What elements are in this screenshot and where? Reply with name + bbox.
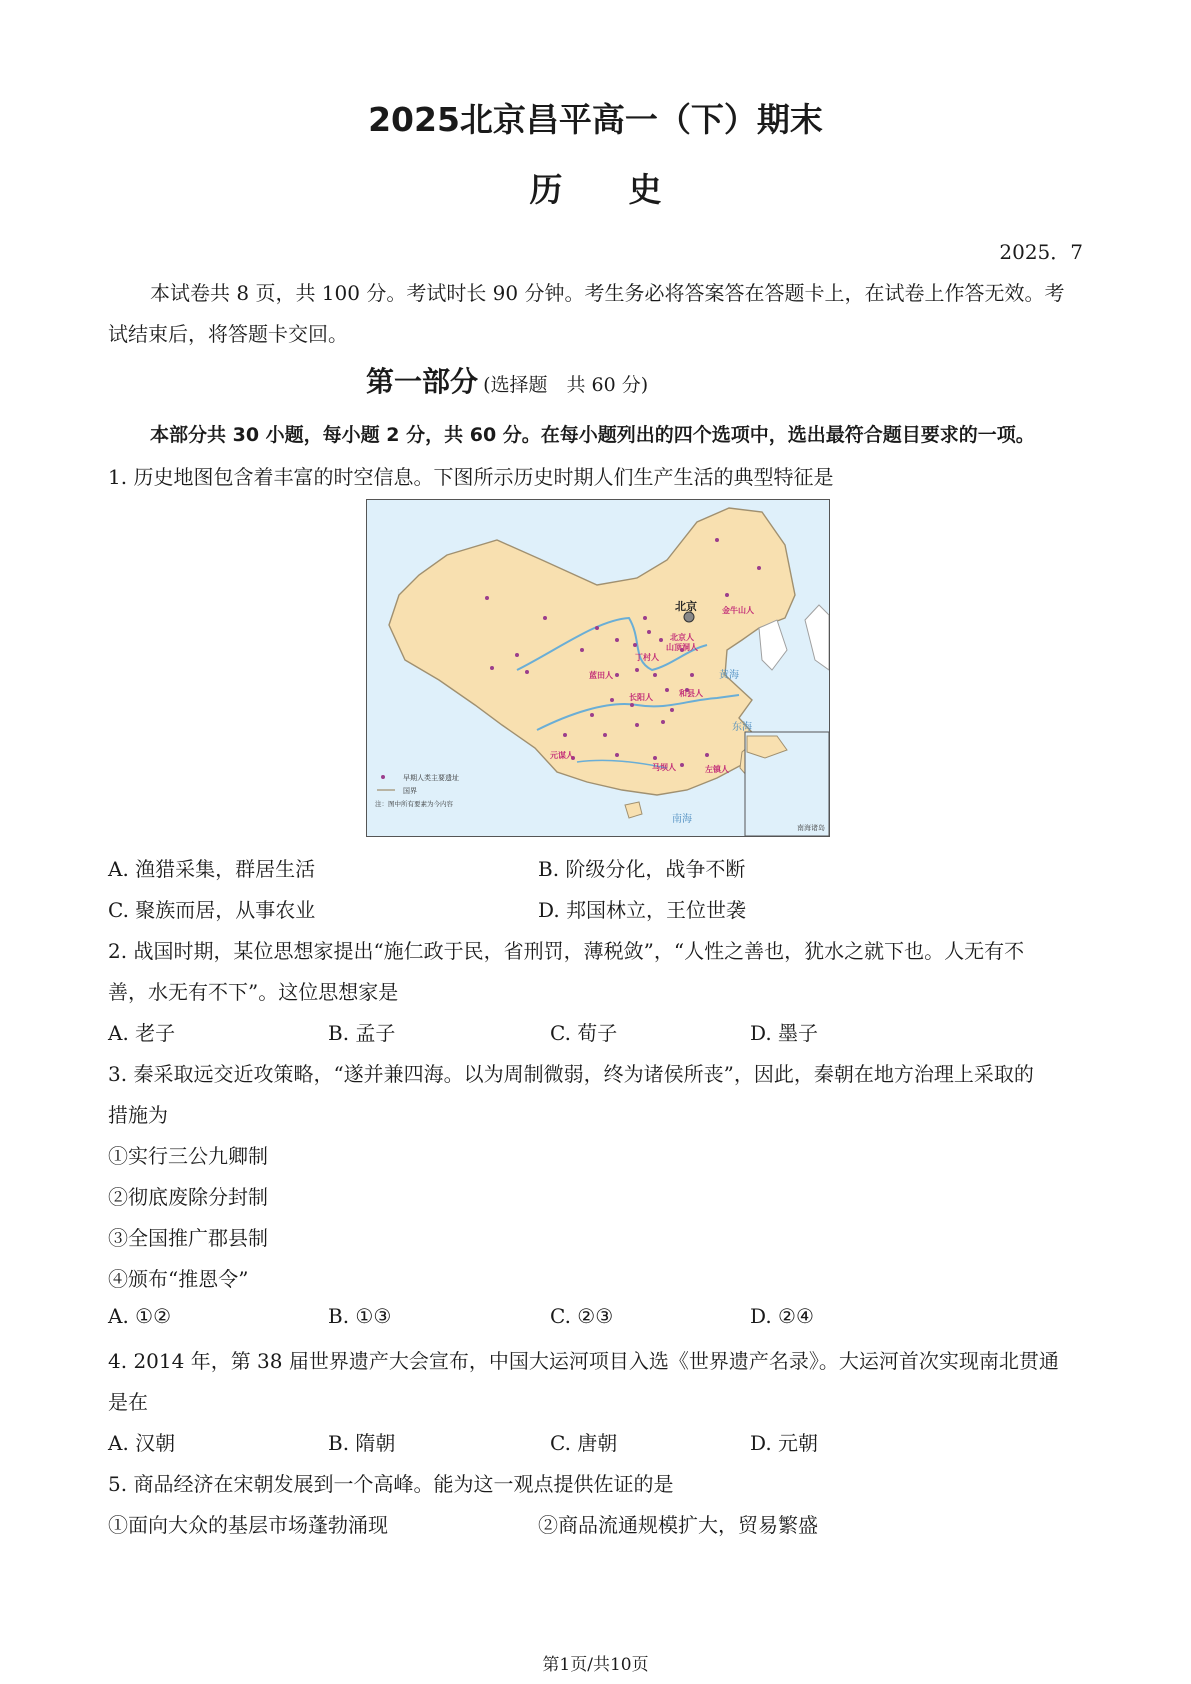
option-c[interactable]: C. ②③ [550, 1304, 614, 1328]
legend-note: 注：图中所有要素为今内容 [375, 800, 453, 808]
option-b[interactable]: B. 孟子 [328, 1021, 396, 1045]
question-stem: 措施为 [108, 1103, 168, 1127]
option-d[interactable]: D. 墨子 [750, 1021, 819, 1045]
statement-item: ①面向大众的基层市场蓬勃涌现 [108, 1513, 388, 1537]
statement-item: ②商品流通规模扩大，贸易繁盛 [538, 1513, 818, 1537]
beijing-marker [684, 612, 694, 622]
option-a[interactable]: A. 渔猎采集，群居生活 [108, 857, 316, 881]
option-b[interactable]: B. 隋朝 [328, 1431, 396, 1455]
hainan-island [625, 802, 642, 818]
question-stem: 5. 商品经济在宋朝发展到一个高峰。能为这一观点提供佐证的是 [108, 1472, 674, 1496]
prehistoric-sites-map [366, 499, 830, 837]
subject-title: 历 史 [529, 170, 662, 209]
section-heading [366, 360, 648, 400]
site-label: 和县人 [679, 688, 703, 698]
question-stem: 2. 战国时期，某位思想家提出“施仁政于民，省刑罚，薄税敛”，“人性之善也，犹水之就下也。人无有不 [108, 939, 1025, 963]
statement-item: ③全国推广郡县制 [108, 1226, 268, 1250]
option-d[interactable]: D. 邦国林立，王位世袭 [538, 898, 747, 922]
statement-item: ①实行三公九卿制 [108, 1144, 268, 1168]
site-label: 蓝田人 [589, 670, 613, 680]
statement-item: ②彻底废除分封制 [108, 1185, 268, 1209]
section-title: 第一部分 [366, 365, 479, 398]
question-stem: 3. 秦采取远交近攻策略，“遂并兼四海。以为周制微弱，终为诸侯所丧”，因此，秦朝在地方治理上采取的 [108, 1062, 1034, 1086]
neighbor-land [759, 620, 787, 670]
option-b[interactable]: B. ①③ [328, 1304, 392, 1328]
intro-text: 本试卷共 8 页，共 100 分。考试时长 90 分钟。考生务必将答案答在答题卡上，在试卷上作答无效。考 [150, 281, 1065, 305]
legend-site: 早期人类主要遗址 [403, 774, 459, 782]
site-label: 金牛山人 [722, 605, 754, 615]
sea-label: 黄海 [719, 670, 739, 681]
site-label: 丁村人 [635, 652, 659, 662]
option-a[interactable]: A. 老子 [108, 1021, 176, 1045]
sea-label: 南海 [672, 814, 692, 825]
option-c[interactable]: C. 唐朝 [550, 1431, 618, 1455]
china-landmass [389, 508, 795, 795]
option-d[interactable]: D. ②④ [750, 1304, 814, 1328]
option-c[interactable]: C. 荀子 [550, 1021, 618, 1045]
section-instruction: 本部分共 30 小题，每小题 2 分，共 60 分。在每小题列出的四个选项中，选出最符合题目要求的一项。 [150, 424, 1035, 446]
sea-label: 东海 [732, 722, 752, 733]
question-stem: 是在 [108, 1390, 148, 1414]
statement-item: ④颁布“推恩令” [108, 1267, 249, 1291]
option-b[interactable]: B. 阶级分化，战争不断 [538, 857, 746, 881]
section-note: (选择题 共 60 分) [483, 374, 649, 396]
site-label: 山顶洞人 [666, 642, 698, 652]
neighbor-land [805, 605, 829, 670]
exam-date: 2025．7 [999, 240, 1083, 264]
site-label: 左镇人 [705, 764, 729, 774]
map-legend [375, 773, 459, 808]
site-label: 长阳人 [629, 692, 653, 702]
site-label: 元谋人 [550, 750, 574, 760]
option-c[interactable]: C. 聚族而居，从事农业 [108, 898, 316, 922]
site-label: 北京人 [670, 632, 694, 642]
intro-text: 试结束后，将答题卡交回。 [108, 322, 348, 346]
inset-label: 南海诸岛 [797, 824, 825, 832]
option-a[interactable]: A. 汉朝 [108, 1431, 176, 1455]
question-stem: 1. 历史地图包含着丰富的时空信息。下图所示历史时期人们生产生活的典型特征是 [108, 465, 834, 489]
question-stem: 善，水无有不下”。这位思想家是 [108, 980, 399, 1004]
page-title: 2025北京昌平高一（下）期末 [368, 100, 823, 139]
legend-border: 国界 [403, 787, 417, 795]
question-stem: 4. 2014 年，第 38 届世界遗产大会宣布，中国大运河项目入选《世界遗产名录》。大运河首次实现南北贯通 [108, 1349, 1059, 1373]
option-d[interactable]: D. 元朝 [750, 1431, 819, 1455]
option-a[interactable]: A. ①② [108, 1304, 172, 1328]
page-number: 第1页/共10页 [542, 1655, 649, 1675]
site-label: 马坝人 [652, 762, 676, 772]
beijing-label: 北京 [675, 600, 697, 613]
